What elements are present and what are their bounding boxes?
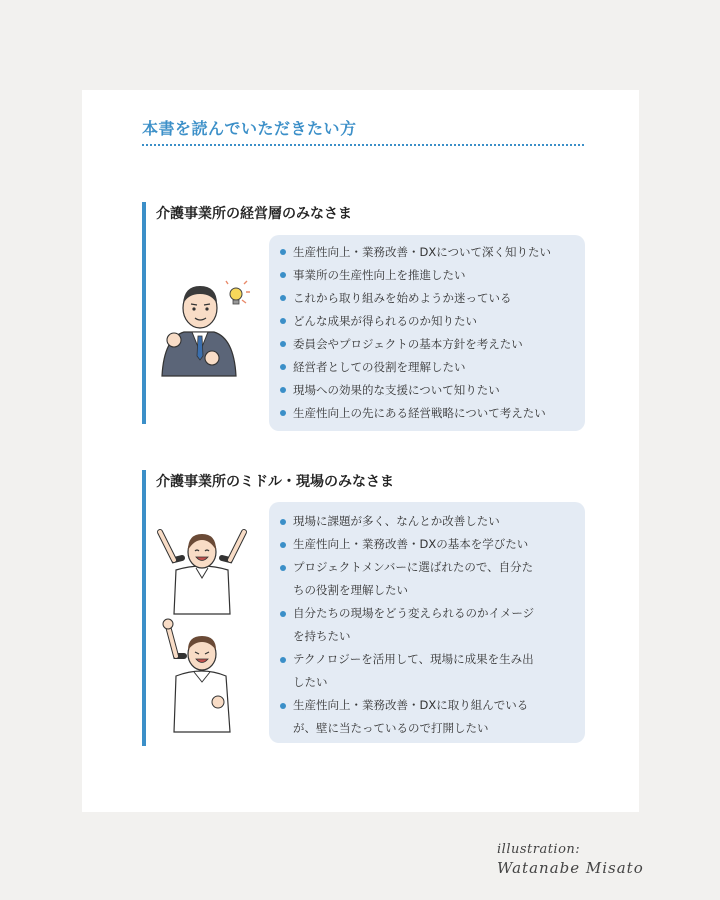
section-bar bbox=[142, 202, 146, 424]
list-item: 経営者としての役割を理解したい bbox=[279, 357, 575, 380]
businessman-with-lightbulb-icon bbox=[156, 272, 250, 382]
list-item: 生産性向上・業務改善・DXについて深く知りたい bbox=[279, 242, 575, 265]
list-item: これから取り組みを始めようか迷っている bbox=[279, 288, 575, 311]
illustration-credit bbox=[497, 842, 644, 877]
list-item: 生産性向上・業務改善・DXの基本を学びたい bbox=[279, 533, 575, 556]
section-middle-field bbox=[142, 470, 584, 746]
list-item: 自分たちの現場をどう変えられるのかイメージ を持ちたい bbox=[279, 602, 575, 648]
page-title: 本書を読んでいただきたい方 bbox=[142, 119, 357, 138]
bullet-list-middle-field bbox=[279, 510, 575, 740]
list-item: 委員会やプロジェクトの基本方針を考えたい bbox=[279, 334, 575, 357]
bullet-box-management bbox=[269, 235, 585, 431]
bullet-list-management bbox=[279, 242, 575, 426]
list-item: 現場への効果的な支援について知りたい bbox=[279, 380, 575, 403]
credit-label: illustration: bbox=[497, 842, 581, 857]
section-title-management: 介護事業所の経営層のみなさま bbox=[156, 206, 352, 222]
list-item: 生産性向上の先にある経営戦略について考えたい bbox=[279, 403, 575, 426]
section-management bbox=[142, 202, 584, 424]
list-item: どんな成果が得られるのか知りたい bbox=[279, 311, 575, 334]
content-card bbox=[82, 90, 639, 812]
list-item: 事業所の生産性向上を推進したい bbox=[279, 265, 575, 288]
title-dotted-rule bbox=[142, 144, 584, 146]
list-item: 生産性向上・業務改善・DXに取り組んでいる が、壁に当たっているので打開したい bbox=[279, 694, 575, 740]
list-item: テクノロジーを活用して、現場に成果を生み出 したい bbox=[279, 648, 575, 694]
section-title-middle-field: 介護事業所のミドル・現場のみなさま bbox=[156, 474, 394, 490]
list-item: プロジェクトメンバーに選ばれたので、自分た ちの役割を理解したい bbox=[279, 556, 575, 602]
section-bar bbox=[142, 470, 146, 746]
list-item: 現場に課題が多く、なんとか改善したい bbox=[279, 510, 575, 533]
credit-name: Watanabe Misato bbox=[497, 859, 644, 877]
cheering-care-workers-icon bbox=[152, 526, 252, 736]
bullet-box-middle-field bbox=[269, 502, 585, 743]
